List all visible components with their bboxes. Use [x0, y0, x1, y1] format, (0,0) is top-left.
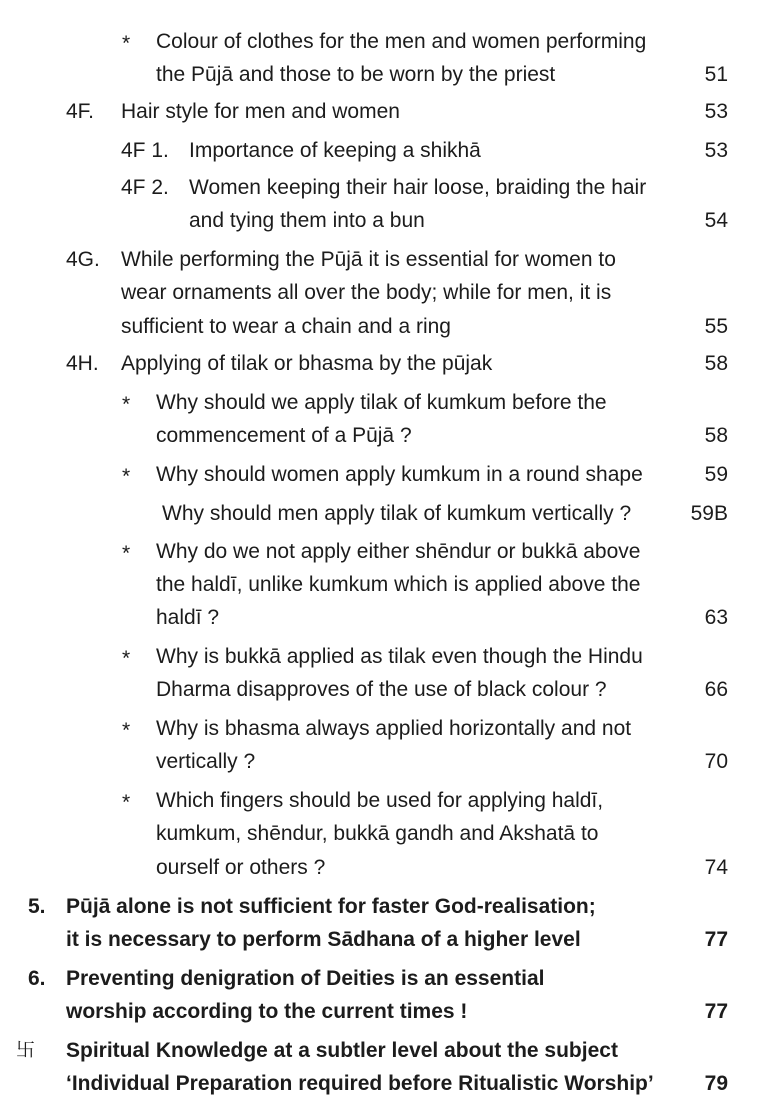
toc-text-line: Why should women apply kumkum in a round shape: [156, 463, 643, 486]
toc-label: 4F 1.: [121, 139, 169, 162]
toc-text-line: Why should men apply tilak of kumkum vertically ?: [162, 502, 632, 525]
toc-page-number: 53: [704, 100, 728, 123]
toc-page-number: 58: [704, 352, 728, 375]
toc-label: 4F.: [66, 100, 95, 123]
toc-page-number: 77: [704, 1000, 728, 1023]
toc-text-line: Dharma disapproves of the use of black colour ?: [156, 678, 607, 701]
toc-label: 4G.: [66, 248, 100, 271]
toc-page-number: 74: [704, 856, 728, 879]
bullet-star-icon: *: [122, 719, 131, 742]
toc-page-number: 63: [704, 606, 728, 629]
toc-text-line: it is necessary to perform Sādhana of a higher level: [66, 928, 581, 951]
toc-page-number: 77: [704, 928, 728, 951]
toc-text-line: Which fingers should be used for applying haldī,: [156, 789, 604, 812]
bullet-star-icon: *: [122, 465, 131, 488]
toc-text-line: wear ornaments all over the body; while for men, it is: [121, 281, 612, 304]
toc-text-line: While performing the Pūjā it is essential for women to: [121, 248, 616, 271]
toc-text-line: Why is bhasma always applied horizontally and not: [156, 717, 632, 740]
toc-text-line: ourself or others ?: [156, 856, 326, 879]
toc-text-line: Why do we not apply either shēndur or bukkā above: [156, 540, 641, 563]
toc-page-number: 59B: [690, 502, 728, 525]
bullet-star-icon: *: [122, 647, 131, 670]
toc-text-line: haldī ?: [156, 606, 220, 629]
toc-label: 5.: [28, 895, 46, 918]
toc-text-line: Why is bukkā applied as tilak even though the Hindu: [156, 645, 643, 668]
toc-label: 4H.: [66, 352, 99, 375]
toc-text-line: ‘Individual Preparation required before Ritualistic Worship’: [66, 1072, 654, 1095]
toc-text-line: Applying of tilak or bhasma by the pūjak: [121, 352, 493, 375]
toc-text-line: Pūjā alone is not sufficient for faster God-realisation;: [66, 895, 596, 918]
toc-text-line: and tying them into a bun: [189, 209, 425, 232]
bullet-star-icon: *: [122, 393, 131, 416]
toc-label: 4F 2.: [121, 176, 169, 199]
toc-page-number: 79: [704, 1072, 728, 1095]
swastika-icon: 卐: [16, 1040, 36, 1061]
toc-text-line: commencement of a Pūjā ?: [156, 424, 412, 447]
toc-page-number: 59: [704, 463, 728, 486]
toc-text-line: Colour of clothes for the men and women performing: [156, 30, 647, 53]
toc-text-line: Why should we apply tilak of kumkum before the: [156, 391, 607, 414]
toc-text-line: worship according to the current times !: [66, 1000, 468, 1023]
bullet-star-icon: *: [122, 542, 131, 565]
toc-page-number: 66: [704, 678, 728, 701]
toc-text-line: the Pūjā and those to be worn by the priest: [156, 63, 556, 86]
toc-text-line: Preventing denigration of Deities is an essential: [66, 967, 545, 990]
toc-text-line: vertically ?: [156, 750, 256, 773]
toc-text-line: Hair style for men and women: [121, 100, 400, 123]
toc-page-number: 55: [704, 315, 728, 338]
toc-page-number: 58: [704, 424, 728, 447]
bullet-star-icon: *: [122, 791, 131, 814]
toc-page-number: 70: [704, 750, 728, 773]
toc-text-line: Importance of keeping a shikhā: [189, 139, 481, 162]
toc-text-line: sufficient to wear a chain and a ring: [121, 315, 451, 338]
toc-page-number: 51: [704, 63, 728, 86]
toc-text-line: the haldī, unlike kumkum which is applied above the: [156, 573, 641, 596]
toc-text-line: kumkum, shēndur, bukkā gandh and Akshatā to: [156, 822, 599, 845]
toc-label: 6.: [28, 967, 46, 990]
toc-text-line: Women keeping their hair loose, braiding the hair: [189, 176, 647, 199]
bullet-star-icon: *: [122, 32, 131, 55]
toc-text-line: Spiritual Knowledge at a subtler level about the subject: [66, 1039, 618, 1062]
toc-page-number: 54: [704, 209, 728, 232]
toc-page-number: 53: [704, 139, 728, 162]
